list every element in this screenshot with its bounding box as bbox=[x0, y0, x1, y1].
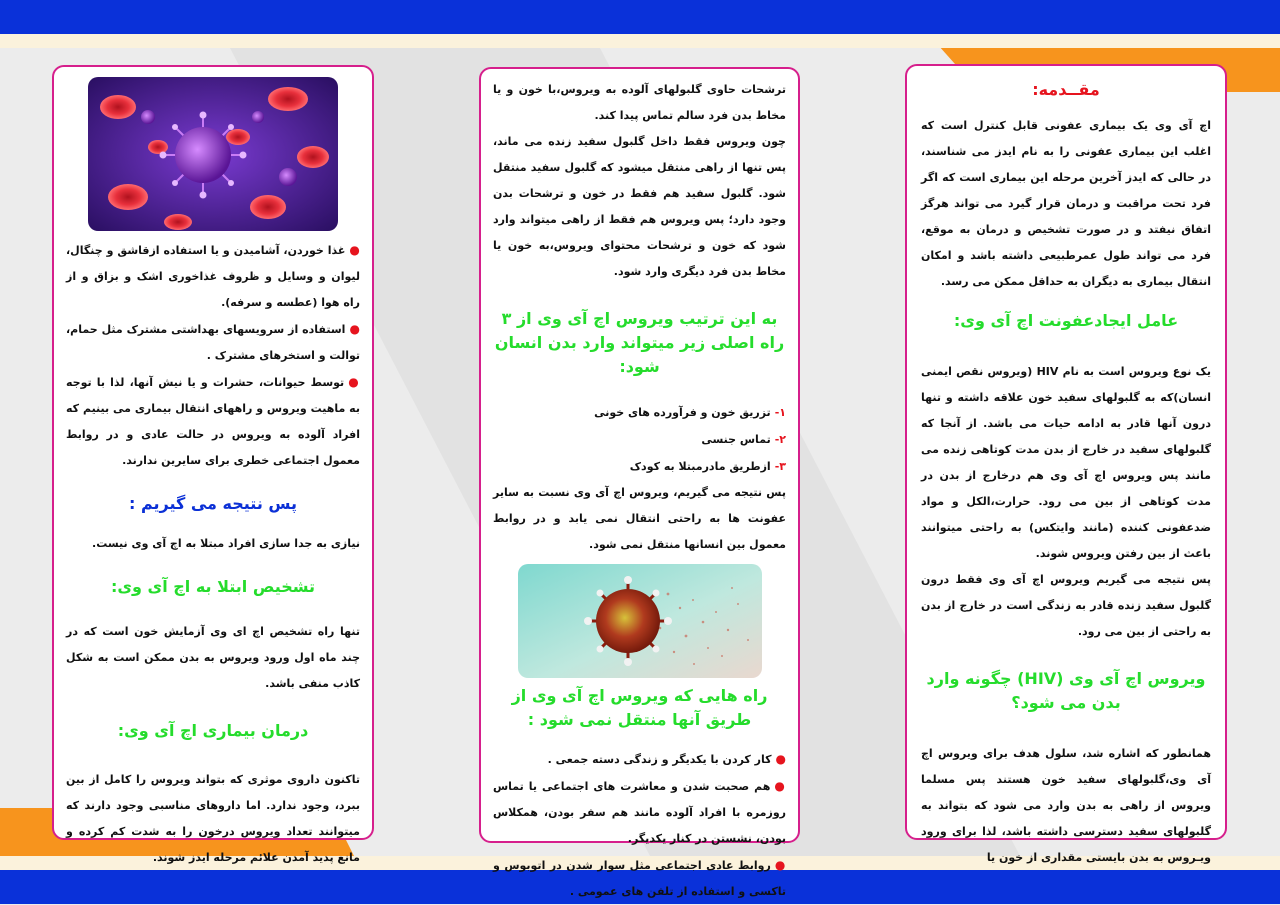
cause-conclusion: پس نتیجه می گیریم ویروس اچ آی وی فقط درون گلبول سفید زنده قادر به زندگی است در خارج از بدن به راحتی از بین می رود. bbox=[921, 573, 1211, 638]
route-number: ۳- bbox=[774, 460, 786, 473]
left-panel bbox=[52, 65, 374, 864]
virus-particle-image bbox=[518, 564, 762, 678]
middle-top-text-1: ترشحات حاوی گلبولهای آلوده به ویروس،با خون و یا مخاط بدن فرد سالم تماس پیدا کند. bbox=[493, 83, 786, 122]
route-number: ۱- bbox=[774, 406, 786, 419]
list-item bbox=[493, 773, 786, 852]
cause-title: عامل ایجادعفونت اچ آی وی: bbox=[953, 311, 1179, 330]
list-item-text: غذا خوردن، آشامیدن و یا استفاده ازقاشق و چنگال، لیوان و وسایل و ظروف غذاخوری اشک و بزاق و از راه هوا (عطسه و سرفه). bbox=[66, 244, 360, 309]
bullet-icon: ● bbox=[774, 858, 786, 872]
middle-top-text-2: چون ویروس فقط داخل گلبول سفید زنده می ماند، پس تنها از راهی منتقل میشود که گلبول سفید منتقل شود. گلبول سفید هم فقط در خون و ترشحات بدن وجود دارد؛ پس ویروس هم فقط از راهی میتواند وارد شود که خون و ترشحات محتوای ویروس،به خون یا مخاط بدن فرد دیگری وارد شود. bbox=[493, 135, 786, 278]
route-item bbox=[493, 426, 786, 453]
bullet-icon: ● bbox=[349, 243, 360, 257]
intro-title: مقــدمه: bbox=[1032, 80, 1100, 99]
routes-list bbox=[493, 399, 786, 480]
bullet-icon: ● bbox=[348, 375, 360, 389]
list-item bbox=[493, 852, 786, 905]
cause-text: یک نوع ویروس است به نام HIV (ویروس نقص ایمنی انسان)که به گلبولهای سفید خون علاقه داشته و تنها درون آنها قادر به ادامه حیات می باشد. از آنجا که گلبولهای سفید در خارج از بدن مدت کوتاهی زنده می مانند پس ویروس اچ آی وی هم درخارج از بدن در مدت کوتاهی از بین می رود. حرارت،الکل و مواد ضدعفونی کننده (مانند وایتکس) به راحتی میتوانند باعث از بین رفتن ویروس شوند. bbox=[921, 365, 1211, 560]
no-transmit-list-continued bbox=[66, 237, 360, 474]
treatment-title: درمان بیماری اچ آی وی: bbox=[117, 721, 309, 740]
middle-panel bbox=[479, 67, 800, 898]
route-number: ۲- bbox=[774, 433, 786, 446]
routes-title: به این ترتیب ویروس اچ آی وی از ۳ راه اصلی زیر میتواند وارد بدن انسان شود: bbox=[494, 309, 785, 376]
treatment-text: تاکنون داروی موثری که بتواند ویروس را کامل از بین ببرد، وجود ندارد. اما داروهای مناسبی وجود دارند که میتوانند تعداد ویروس درخون را به شدت کم کرده و مانع پدید آمدن علائم مرحله ایدز شوند. bbox=[66, 773, 360, 864]
intro-text: اچ آی وی یک بیماری عفونی قابل کنترل است که اغلب این بیماری عفونی را به نام ایدز می شناسند، در حالی که ایدز آخرین مرحله این بیماری است که اگر فرد تحت مراقبت و درمان قرار گیرد می تواند هرگز اتفاق نیفتد و در صورت تشخیص و درمان به موقع، فرد می تواند طول عمرطبیعی داشته باشد و امکان انتقال بیماری به دیگران به حداقل ممکن می رسد. bbox=[921, 119, 1211, 288]
conclusion-title: پس نتیجه می گیریم : bbox=[128, 494, 298, 513]
routes-conclusion: پس نتیجه می گیریم، ویروس اچ آی وی نسبت به سایر عفونت ها به راحتی انتقال نمی یابد و در روابط معمول بین انسانها منتقل نمی شود. bbox=[493, 486, 786, 551]
list-item-text: استفاده از سرویسهای بهداشتی مشترک مثل حمام، توالت و استخرهای مشترک . bbox=[66, 323, 360, 362]
right-panel bbox=[905, 64, 1227, 864]
diagnosis-text: تنها راه تشخیص اچ ای وی آزمایش خون است که در چند ماه اول ورود ویروس به بدن ممکن است به شکل کاذب منفی باشد. bbox=[66, 625, 360, 690]
no-transmit-title: راه هایی که ویروس اچ آی وی از طریق آنها منتقل نمی شود : bbox=[511, 686, 768, 729]
diagnosis-title: تشخیص ابتلا به اچ آی وی: bbox=[110, 577, 316, 596]
blood-cells-virus-image bbox=[88, 77, 338, 231]
route-text: ازطریق مادرمبتلا به کودک bbox=[629, 460, 771, 473]
top-light-stripe bbox=[0, 34, 1280, 48]
list-item bbox=[66, 316, 360, 369]
top-blue-band bbox=[0, 0, 1280, 34]
blood-cells-virus-illustration bbox=[88, 77, 338, 231]
route-text: تماس جنسی bbox=[701, 433, 771, 446]
entry-title: ویروس اچ آی وی (HIV) چگونه وارد بدن می شود؟ bbox=[926, 669, 1206, 712]
route-text: تزریق خون و فرآورده های خونی bbox=[594, 406, 771, 419]
bullet-icon: ● bbox=[775, 752, 786, 766]
route-item bbox=[493, 399, 786, 426]
entry-text: همانطور که اشاره شد، سلول هدف برای ویروس اچ آی وی،گلبولهای سفید خون هستند پس مسلما ویروس از راهی به بدن وارد می شود که بتواند به گلبولهای سفید دسترسی داشته باشد، لذا برای ورود ویـروس به بدن بایستی مقداری از خون یا bbox=[921, 747, 1211, 864]
list-item bbox=[66, 237, 360, 316]
list-item-text: هم صحبت شدن و معاشرت های اجتماعی یا تماس روزمره با افراد آلوده مانند هم سفر بودن، همکلاس بودن، نشستن در کنار یکدیگر. bbox=[493, 780, 786, 845]
no-transmit-list bbox=[493, 746, 786, 905]
bullet-icon: ● bbox=[774, 779, 786, 793]
bullet-icon: ● bbox=[349, 322, 360, 336]
route-item bbox=[493, 453, 786, 480]
list-item-text: کار کردن با یکدیگر و زندگی دسته جمعی . bbox=[547, 753, 772, 766]
virus-particle-illustration bbox=[518, 564, 762, 678]
conclusion-text: نیازی به جدا سازی افراد مبتلا به اچ آی وی نیست. bbox=[92, 537, 360, 550]
list-item-text: روابط عادی اجتماعی مثل سوار شدن در اتوبوس و تاکسی و استفاده از تلفن های عمومی . bbox=[493, 859, 786, 898]
list-item bbox=[66, 369, 360, 474]
list-item-text: توسط حیوانات، حشرات و یا نیش آنها، لذا با توجه به ماهیت ویروس و راههای انتقال بیماری می بینیم که افراد آلوده به ویروس در حالت عادی و در روابط معمول اجتماعی خطری برای سایرین ندارند. bbox=[66, 376, 360, 467]
list-item bbox=[493, 746, 786, 773]
